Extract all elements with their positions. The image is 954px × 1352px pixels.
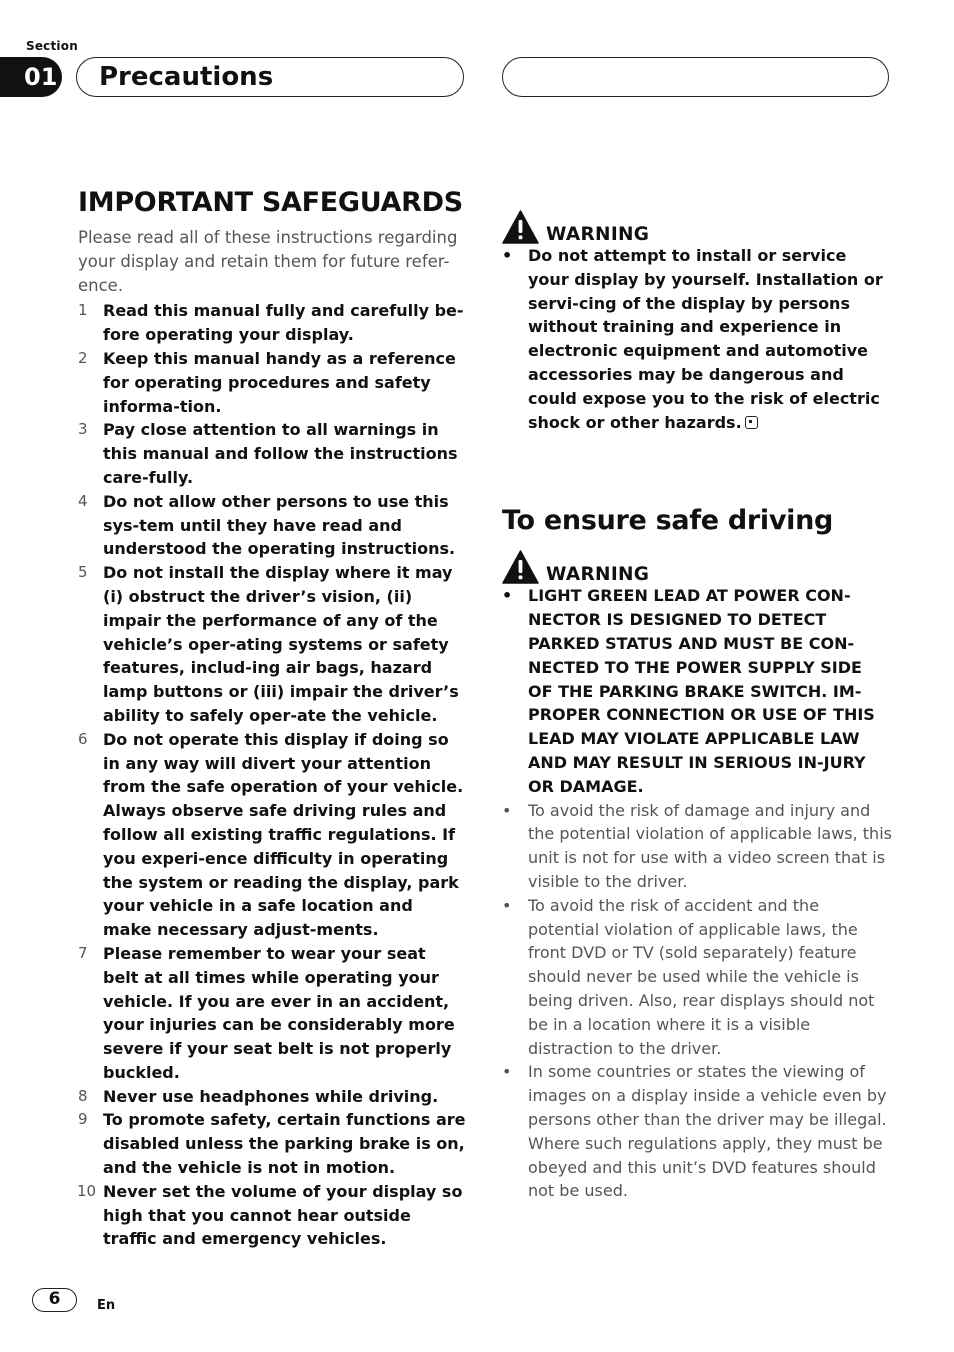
note-text: To avoid the risk of damage and injury and the potential violation of applicable laws, this unit is not for use with a video screen that is visible to the driver. (528, 800, 892, 891)
list-item (78, 942, 466, 1085)
section-number: 01 (0, 57, 62, 97)
bullet: • (502, 800, 512, 820)
safeguards-list (78, 299, 466, 1251)
item-number: 10 (77, 1181, 97, 1200)
intro-paragraph: Please read all of these instructions regarding your display and retain them for future refer-ence. (78, 228, 458, 295)
chapter-title: Precautions (99, 62, 274, 92)
list-item (502, 584, 892, 798)
warning-header (502, 208, 892, 244)
item-number: 8 (78, 1086, 88, 1105)
list-item (502, 244, 892, 434)
warning-label: WARNING (546, 224, 650, 245)
warning-triangle-icon (502, 550, 539, 584)
list-item (502, 1060, 892, 1203)
list-item (78, 490, 466, 561)
item-number: 9 (78, 1110, 88, 1129)
language-code: En (97, 1298, 116, 1313)
note-text: In some countries or states the viewing of images on a display inside a vehicle even by persons other than the driver may be illegal. Where such regulations apply, they must be obeyed and this unit’s DVD features should not be used. (528, 1062, 887, 1201)
item-number: 3 (78, 420, 88, 439)
list-item (78, 728, 466, 942)
safe-driving-heading: To ensure safe driving (502, 505, 834, 537)
item-number: 5 (78, 563, 88, 582)
item-number: 7 (78, 943, 88, 962)
item-text: Never set the volume of your display so high that you cannot hear outside traffic and emergency vehicles. (103, 1181, 463, 1249)
list-item (502, 799, 892, 894)
item-text: Never use headphones while driving. (103, 1086, 439, 1106)
item-text: Pay close attention to all warnings in this manual and follow the instructions care-fully. (103, 420, 458, 487)
safe-driving-list (502, 584, 892, 1203)
list-item (78, 1085, 466, 1109)
warning-list (502, 244, 892, 434)
page-number: 6 (32, 1288, 77, 1312)
item-text: Do not install the display where it may (i) obstruct the driver’s vision, (ii) impair the performance of any of the vehicle’s oper-ating systems or safety features, includ-ing air bags, hazard lamp buttons or (iii) impair the driver’s ability to safely oper-ate the vehicle. (103, 563, 459, 725)
bullet: • (502, 1062, 512, 1082)
warning-text: LIGHT GREEN LEAD AT POWER CON-NECTOR IS DESIGNED TO DETECT PARKED STATUS AND MUST BE CON-NECTED TO THE POWER SUPPLY SIDE OF THE PARKING BRAKE SWITCH. IM-PROPER CONNECTION OR USE OF THIS LEAD MAY VIOLATE APPLICABLE LAW AND MAY RESULT IN SERIOUS IN-JURY OR DAMAGE. (528, 586, 875, 796)
warning-label: WARNING (546, 564, 650, 586)
item-number: 6 (78, 729, 88, 748)
list-item (78, 1180, 466, 1251)
item-number: 4 (78, 491, 88, 510)
important-safeguards-heading: IMPORTANT SAFEGUARDS (78, 187, 463, 218)
bullet: • (502, 895, 512, 915)
warning-header (502, 548, 892, 584)
item-text: Please remember to wear your seat belt at all times while operating your vehicle. If you are ever in an accident, your injuries can be considerably more severe if your seat belt is not properly buckled. (103, 943, 455, 1082)
item-text: Do not allow other persons to use this sys-tem until they have read and understood the operating instructions. (103, 491, 456, 559)
item-text: Do not operate this display if doing so in any way will divert your attention from the safe operation of your vehicle. Always observe safe driving rules and follow all existing traffic regulations. If you experi-ence difficulty in operating the system or reading the display, park your vehicle in a safe location and make necessary adjust-ments. (103, 729, 464, 940)
list-item (78, 418, 466, 489)
chapter-subtitle-box (502, 57, 889, 97)
list-item (502, 894, 892, 1061)
list-item (78, 299, 466, 347)
warning-text: Do not attempt to install or service your display by yourself. Installation or servi-cing of the display by persons without training and experience in electronic equipment and automotive accessories may be dangerous and could expose you to the risk of electric shock or other hazards. (528, 246, 883, 432)
item-text: Read this manual fully and carefully be-fore operating your display. (103, 301, 464, 345)
list-item (78, 561, 466, 728)
section-label: Section (26, 39, 78, 53)
item-text: Keep this manual handy as a reference for operating procedures and safety informa-tion. (103, 348, 456, 416)
chapter-title-box (76, 57, 464, 97)
item-number: 2 (78, 348, 88, 367)
note-text: To avoid the risk of accident and the potential violation of applicable laws, the front DVD or TV (sold separately) feature should never be used while the vehicle is being driven. Also, rear displays should not be in a location where it is a visible distraction to the driver. (528, 895, 875, 1058)
list-item (78, 1108, 466, 1179)
end-mark-icon (745, 416, 758, 429)
left-column (78, 186, 466, 1251)
item-number: 1 (78, 301, 88, 320)
item-text: To promote safety, certain functions are disabled unless the parking brake is on, and the vehicle is not in motion. (103, 1110, 466, 1178)
bullet: • (502, 246, 513, 265)
warning-triangle-icon (502, 210, 539, 244)
right-column (502, 208, 892, 1203)
list-item (78, 347, 466, 418)
bullet: • (502, 586, 513, 606)
